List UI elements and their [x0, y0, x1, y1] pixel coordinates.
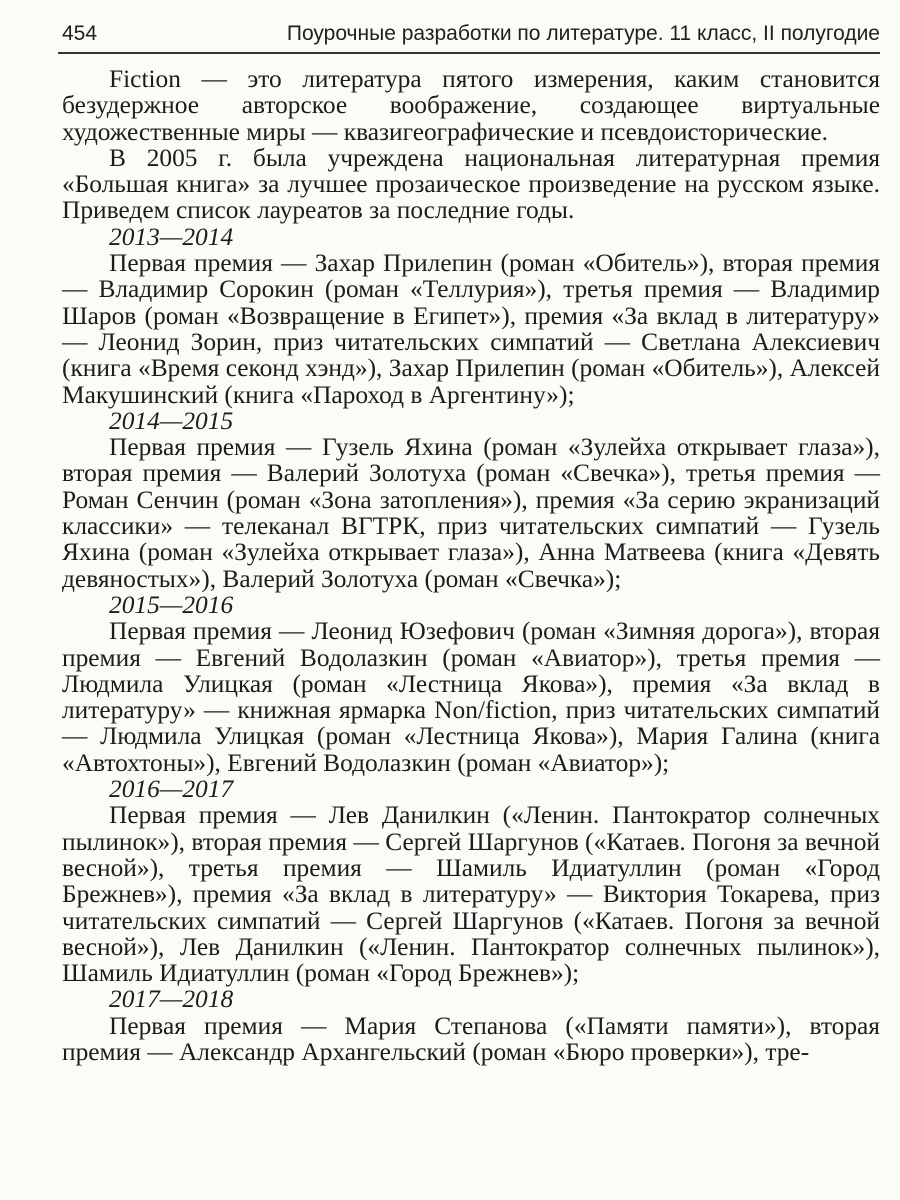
year-heading: 2015—2016	[109, 590, 234, 619]
intro-paragraph: Fiction — это литература пятого измерения, каким становится безудержное авторское воображение, создающее виртуальные художественные миры — квазигеографические и псевдоисторические.	[62, 65, 880, 146]
laureates-paragraph: Первая премия — Лев Данилкин («Ленин. Пантократор солнечных пылинок»), вторая премия — Сергей Шаргунов («Катаев. Погоня за вечной весной»), третья премия — Шамиль Идиатуллин (роман «Город Брежнев»), премия «За вклад в литературу» — Виктория Токарева, приз читательских симпатий — Сергей Шаргунов («Катаев. Погоня за вечной весной»), Лев Данилкин («Ленин. Пантократор солнечных пылинок»), Шамиль Идиатуллин (роман «Город Брежнев»);	[62, 801, 880, 988]
year-heading: 2013—2014	[109, 222, 234, 251]
year-heading: 2016—2017	[109, 775, 234, 804]
laureates-paragraph: Первая премия — Захар Прилепин (роман «Обитель»), вторая премия — Владимир Сорокин (роман «Теллурия»), третья премия — Владимир Шаров (роман «Возвращение в Египет»), премия «За вклад в литературу» — Леонид Зорин, приз читательских симпатий — Светлана Алексиевич (книга «Время секонд хэнд»), Захар Прилепин (роман «Обитель»), Алексей Макушинский (книга «Пароход в Аргентину»);	[62, 249, 880, 409]
page-number: 454	[62, 22, 98, 45]
laureates-paragraph: Первая премия — Леонид Юзефович (роман «Зимняя дорога»), вторая премия — Евгений Водолазкин (роман «Авиатор»), третья премия — Людмила Улицкая (роман «Лестница Якова»), премия «За вклад в литературу» — книжная ярмарка Non/fiction, приз читательских симпатий — Людмила Улицкая (роман «Лестница Якова»), Мария Галина (книга «Автохтоны»), Евгений Водолазкин (роман «Авиатор»);	[62, 617, 880, 777]
laureates-paragraph: Первая премия — Мария Степанова («Памяти памяти»), вторая премия — Александр Архангельский (роман «Бюро проверки»), тре-	[62, 1011, 880, 1066]
header-rule	[58, 52, 880, 54]
page-header	[62, 22, 880, 54]
year-heading: 2017—2018	[109, 985, 234, 1014]
running-title: Поурочные разработки по литературе. 11 класс, II полугодие	[286, 22, 880, 45]
year-heading: 2014—2015	[109, 406, 234, 435]
intro-paragraph: В 2005 г. была учреждена национальная литературная премия «Большая книга» за лучшее прозаическое произведение на русском языке. Приведем список лауреатов за последние годы.	[62, 143, 880, 225]
page-body	[62, 66, 880, 1065]
laureates-paragraph: Первая премия — Гузель Яхина (роман «Зулейха открывает глаза»), вторая премия — Валерий Золотуха (роман «Свечка»), третья премия — Роман Сенчин (роман «Зона затопления»), премия «За серию экранизаций классики» — телеканал ВГТРК, приз читательских симпатий — Гузель Яхина (роман «Зулейха открывает глаза»), Анна Матвеева (книга «Девять девяностых»), Валерий Золотуха (роман «Свечка»);	[62, 433, 880, 593]
